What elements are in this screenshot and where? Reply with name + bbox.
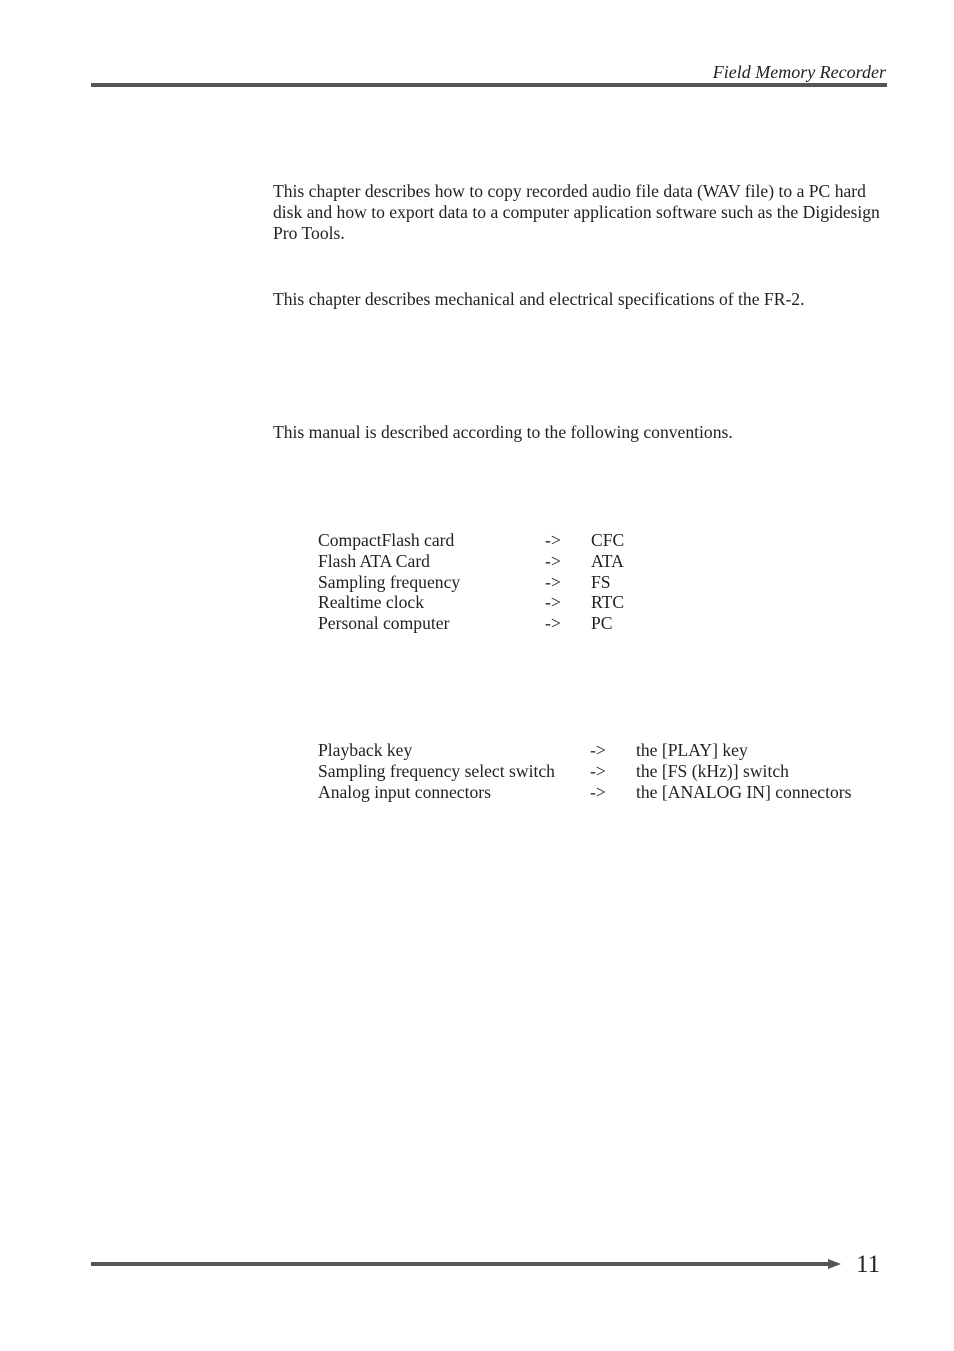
paragraph-copy-data: This chapter describes how to copy recorded audio file data (WAV file) to a PC hard disk and how to export data to a computer application software such as the Digidesign Pro Tools.	[273, 181, 880, 243]
name-label: the [PLAY] key	[636, 740, 748, 760]
arrow-text: ->	[545, 530, 561, 550]
abbreviation-term: Flash ATA Card	[318, 551, 430, 571]
abbreviation-list	[318, 530, 878, 640]
abbreviation-value: PC	[591, 613, 613, 633]
page-number: 11	[856, 1251, 881, 1278]
abbreviation-term: Sampling frequency	[318, 572, 461, 592]
name-term: Sampling frequency select switch	[318, 761, 555, 781]
name-convention-list	[318, 740, 878, 810]
name-label: the [FS (kHz)] switch	[636, 761, 789, 781]
abbreviation-term: Personal computer	[318, 613, 450, 633]
paragraph-specifications: This chapter describes mechanical and electrical specifications of the FR-2.	[273, 289, 805, 309]
abbreviation-term: CompactFlash card	[318, 530, 455, 550]
abbreviation-value: CFC	[591, 530, 625, 550]
name-label: the [ANALOG IN] connectors	[636, 782, 852, 802]
abbreviation-value: RTC	[591, 592, 625, 612]
footer-rule	[91, 1262, 831, 1266]
arrow-text: ->	[545, 613, 561, 633]
abbreviation-value: FS	[591, 572, 611, 592]
arrow-text: ->	[545, 592, 561, 612]
abbreviation-term: Realtime clock	[318, 592, 425, 612]
header-rule	[91, 83, 887, 87]
paragraph-conventions: This manual is described according to the following conventions.	[273, 422, 733, 442]
arrow-text: ->	[590, 761, 606, 781]
name-term: Playback key	[318, 740, 413, 760]
arrow-right-icon	[828, 1259, 841, 1269]
name-term: Analog input connectors	[318, 782, 491, 802]
running-header: Field Memory Recorder	[712, 62, 886, 82]
arrow-text: ->	[545, 551, 561, 571]
arrow-text: ->	[590, 740, 606, 760]
arrow-text: ->	[590, 782, 606, 802]
abbreviation-value: ATA	[591, 551, 624, 571]
arrow-text: ->	[545, 572, 561, 592]
